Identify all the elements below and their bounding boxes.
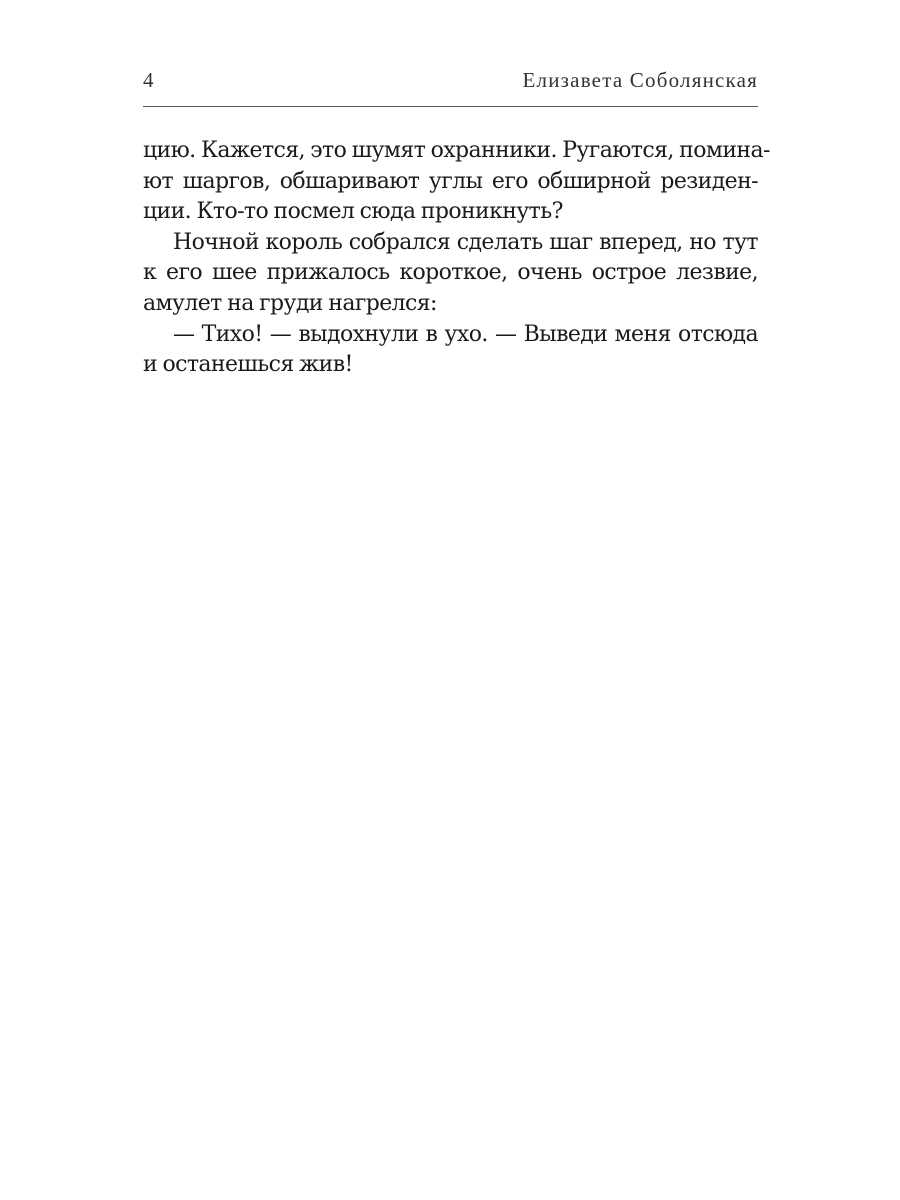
text-line: — Тихо! — выдохнули в ухо. — Выведи меня отсюда: [173, 321, 758, 347]
text-line: и останешься жив!: [143, 352, 353, 378]
page-number: 4: [143, 68, 154, 92]
running-header-author: Елизавета Соболянская: [522, 68, 758, 92]
text-line: к его шее прижалось короткое, очень острое лезвие,: [143, 260, 758, 286]
running-header: [143, 64, 758, 107]
text-line: цию. Кажется, это шумят охранники. Ругаются, помина-: [143, 138, 770, 163]
text-line: ции. Кто-то посмел сюда проникнуть?: [143, 199, 563, 225]
text-line: амулет на груди нагрелся:: [143, 290, 437, 316]
text-line: Ночной король собрался сделать шаг вперед, но тут: [173, 229, 758, 255]
page-body: [143, 136, 770, 381]
text-line: ют шаргов, обшаривают углы его обширной резиден-: [143, 168, 758, 194]
